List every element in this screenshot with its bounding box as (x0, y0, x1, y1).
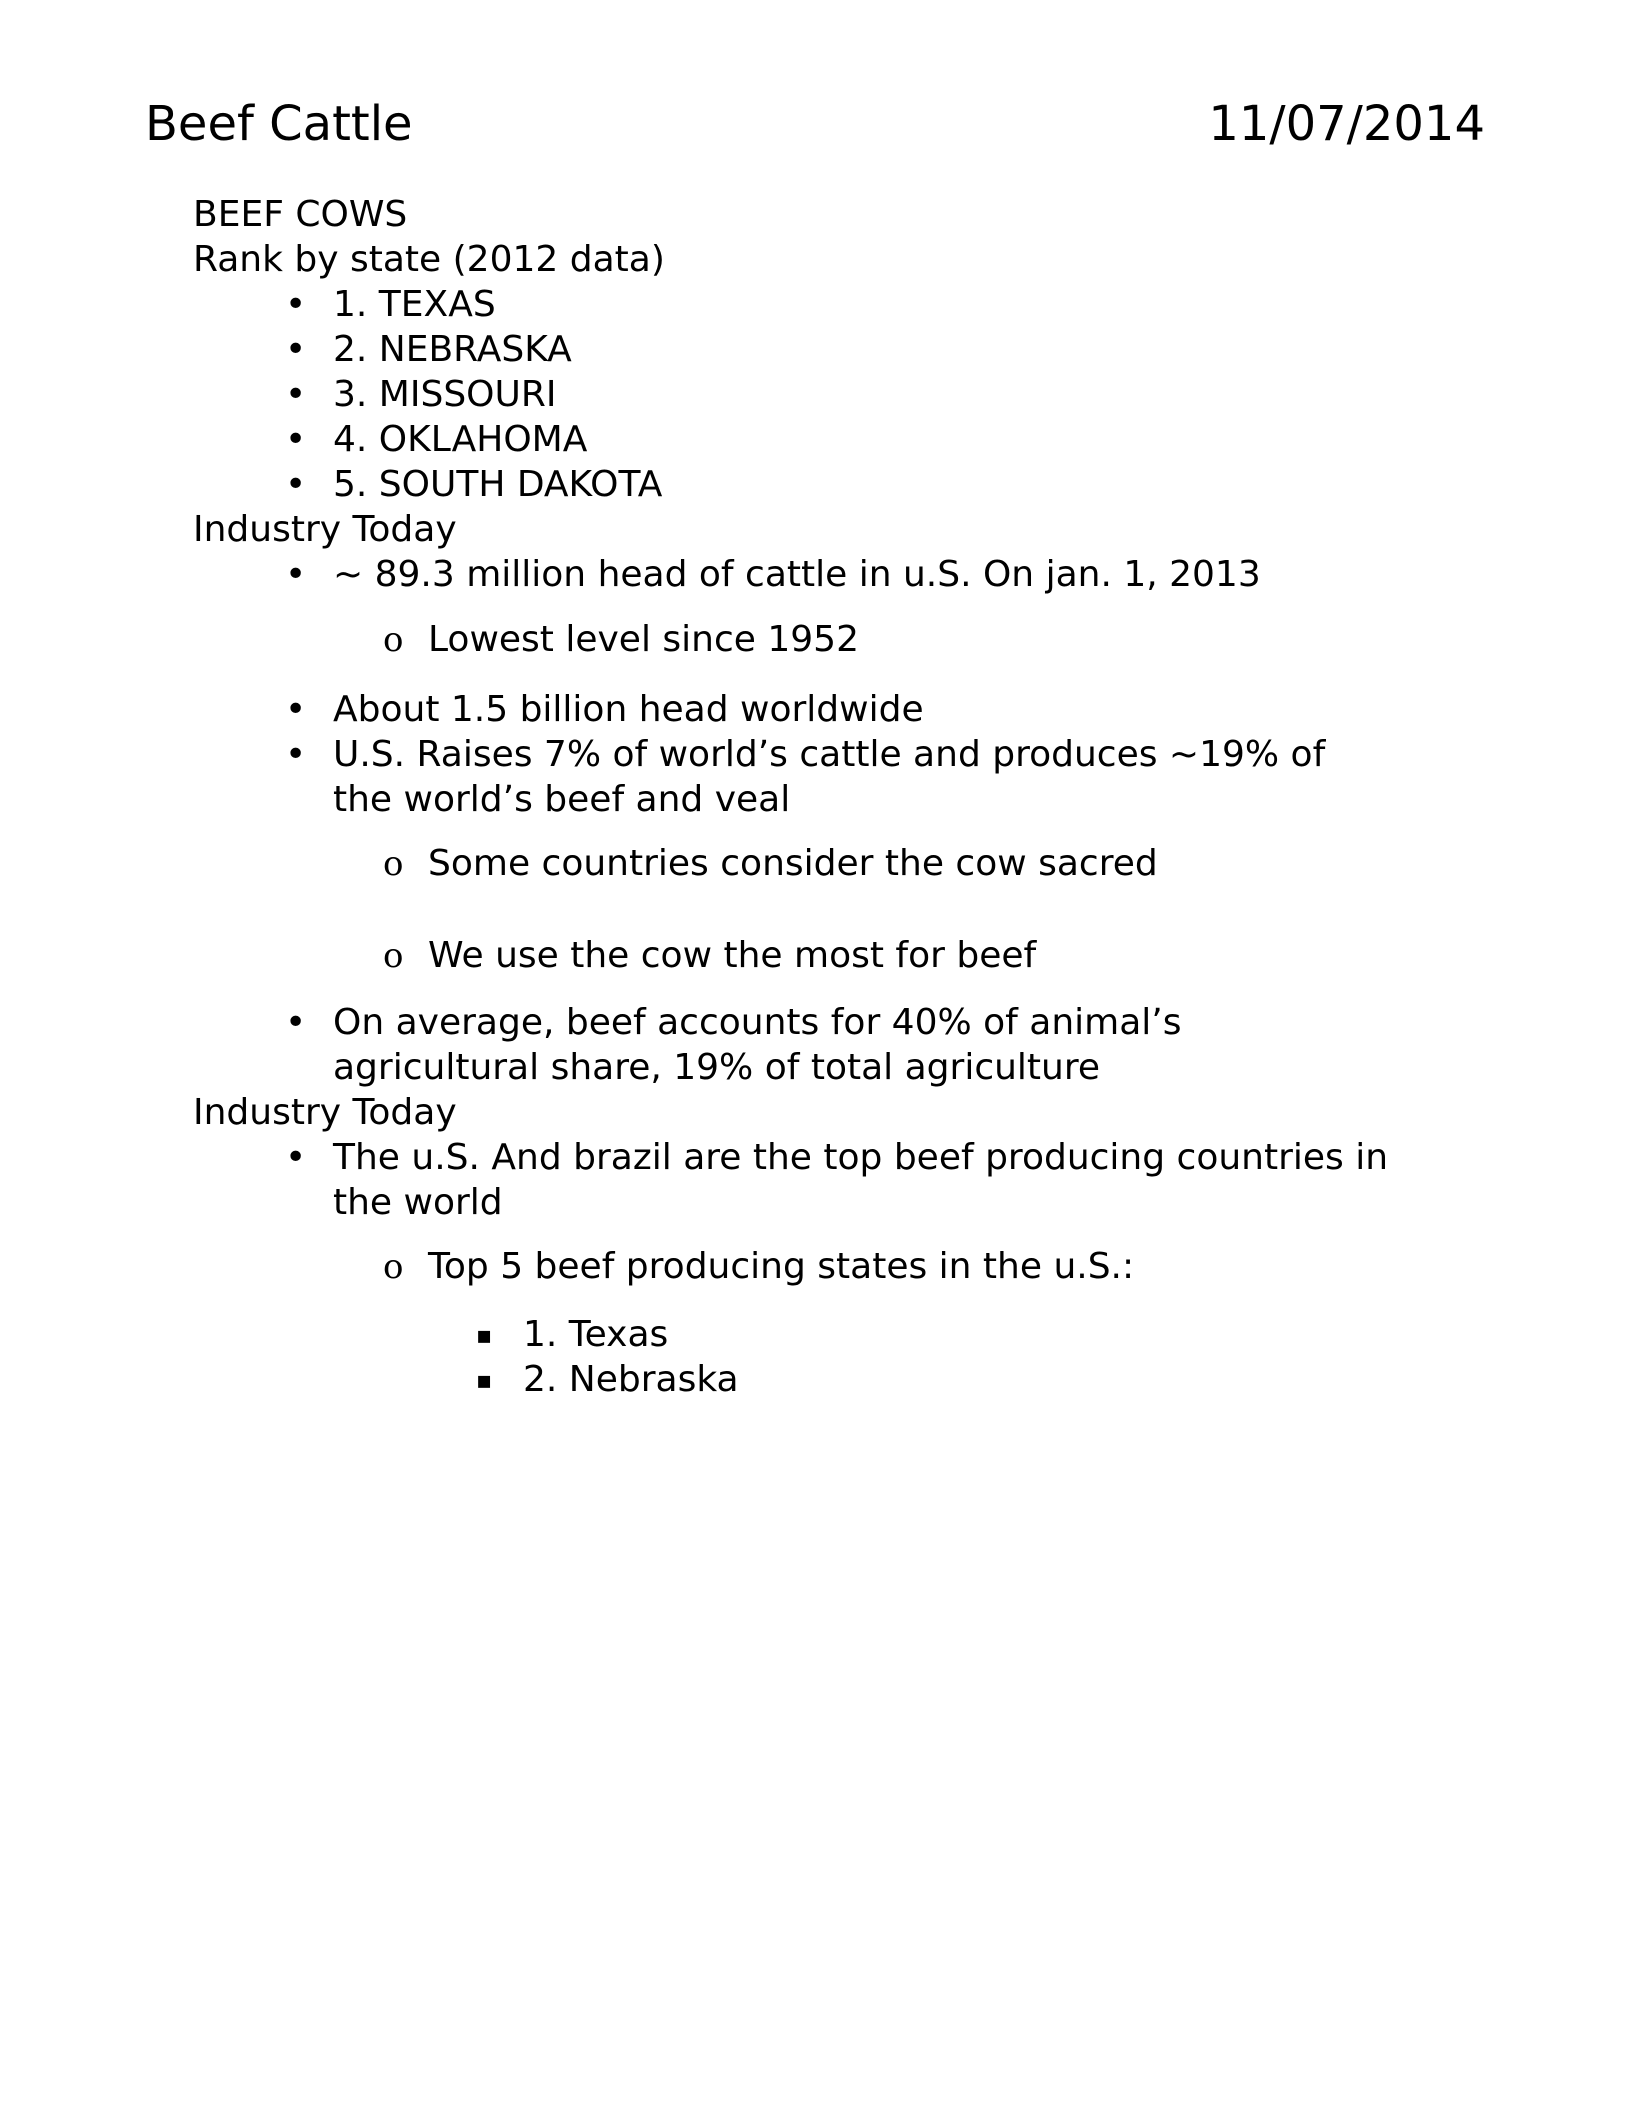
bullet-marker: • (285, 419, 307, 460)
state-item-nebraska: 2. Nebraska (523, 1359, 739, 1400)
industry-subitem-beef-use: We use the cow the most for beef (428, 935, 1037, 976)
bullet-marker: • (285, 554, 307, 595)
industry2-item-top-countries-line1: The u.S. And brazil are the top beef producing countries in (333, 1137, 1389, 1178)
document-header (145, 94, 1485, 154)
sub-bullet-marker: o (383, 936, 404, 976)
industry-subitem-lowest-level: Lowest level since 1952 (428, 619, 859, 660)
section-heading-beef-cows: BEEF COWS (193, 194, 408, 235)
rank-item-missouri: 3. MISSOURI (333, 374, 557, 415)
section-heading-rank: Rank by state (2012 data) (193, 239, 665, 280)
industry2-subitem-top-states: Top 5 beef producing states in the u.S.: (428, 1246, 1135, 1287)
sub-bullet-marker: o (383, 844, 404, 884)
section-heading-industry-today-2: Industry Today (193, 1092, 457, 1133)
bullet-marker: • (285, 374, 307, 415)
bullet-marker: • (285, 734, 307, 775)
square-bullet-marker: ▪ (476, 1321, 493, 1349)
industry2-item-top-countries-line2: the world (333, 1182, 503, 1223)
rank-item-south-dakota: 5. SOUTH DAKOTA (333, 464, 663, 505)
bullet-marker: • (285, 464, 307, 505)
rank-item-nebraska: 2. NEBRASKA (333, 329, 572, 370)
section-heading-industry-today: Industry Today (193, 509, 457, 550)
industry-item-us-share-line1: U.S. Raises 7% of world’s cattle and produces ~19% of (333, 734, 1326, 775)
bullet-marker: • (285, 329, 307, 370)
document-date: 11/07/2014 (1208, 96, 1485, 152)
sub-bullet-marker: o (383, 620, 404, 660)
square-bullet-marker: ▪ (476, 1366, 493, 1394)
industry-item-cattle-count: ~ 89.3 million head of cattle in u.S. On jan. 1, 2013 (333, 554, 1261, 595)
industry-item-worldwide: About 1.5 billion head worldwide (333, 689, 924, 730)
industry-item-average-line1: On average, beef accounts for 40% of animal’s (333, 1002, 1182, 1043)
rank-item-oklahoma: 4. OKLAHOMA (333, 419, 588, 460)
industry-item-average-line2: agricultural share, 19% of total agriculture (333, 1047, 1101, 1088)
industry-item-us-share-line2: the world’s beef and veal (333, 779, 791, 820)
bullet-marker: • (285, 1002, 307, 1043)
bullet-marker: • (285, 1137, 307, 1178)
bullet-marker: • (285, 689, 307, 730)
rank-item-texas: 1. TEXAS (333, 284, 496, 325)
sub-bullet-marker: o (383, 1247, 404, 1287)
document-title: Beef Cattle (145, 96, 413, 152)
state-item-texas: 1. Texas (523, 1314, 669, 1355)
bullet-marker: • (285, 284, 307, 325)
industry-subitem-sacred: Some countries consider the cow sacred (428, 843, 1158, 884)
